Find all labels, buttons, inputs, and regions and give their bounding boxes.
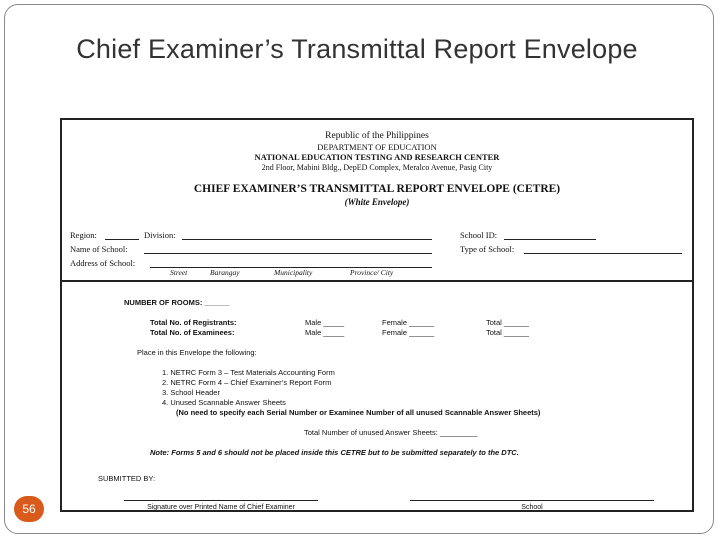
- signature-caption-right: School: [521, 504, 543, 511]
- header-republic: Republic of the Philippines: [325, 131, 429, 141]
- header-center: NATIONAL EDUCATION TESTING AND RESEARCH CENTER: [254, 152, 500, 162]
- number-of-rooms: NUMBER OF ROOMS: ______: [124, 298, 230, 307]
- address-municipality: Municipality: [274, 268, 313, 277]
- slide-number-badge: 56: [14, 496, 44, 522]
- address-barangay: Barangay: [210, 268, 240, 277]
- form-subtitle: (White Envelope): [344, 197, 410, 207]
- section-divider: [62, 280, 692, 282]
- submitted-by: SUBMITTED BY:: [98, 474, 156, 483]
- contents-item-3: 3. School Header: [162, 388, 220, 397]
- name-of-school-label: Name of School:: [70, 244, 128, 254]
- slide-title: Chief Examiner’s Transmittal Report Envelope: [76, 34, 638, 64]
- contents-item-4: 4. Unused Scannable Answer Sheets: [162, 398, 286, 407]
- division-label: Division:: [144, 230, 176, 240]
- registrants-female: Female ______: [382, 318, 435, 327]
- address-province: Province/ City: [350, 268, 394, 277]
- header-address: 2nd Floor, Mabini Bldg., DepED Complex, Meralco Avenue, Pasig City: [261, 163, 493, 172]
- contents-item-4-note: (No need to specify each Serial Number or Examinee Number of all unused Scannable Answer Sheets): [176, 408, 541, 417]
- name-of-school-line: [144, 253, 432, 254]
- signature-caption-left: Signature over Printed Name of Chief Examiner: [147, 504, 295, 511]
- division-line: [182, 239, 432, 240]
- contents-intro: Place in this Envelope the following:: [137, 348, 257, 357]
- registrants-label: Total No. of Registrants:: [150, 318, 237, 327]
- address-street: Street: [170, 268, 188, 277]
- examinees-male: Male _____: [305, 328, 345, 337]
- region-line: [105, 239, 139, 240]
- header-department: DEPARTMENT OF EDUCATION: [317, 142, 437, 152]
- examinees-female: Female ______: [382, 328, 435, 337]
- address-label: Address of School:: [70, 258, 136, 268]
- form-title: CHIEF EXAMINER’S TRANSMITTAL REPORT ENVELOPE (CETRE): [193, 183, 561, 195]
- signature-line-right: [410, 500, 654, 501]
- type-of-school-line: [524, 253, 682, 254]
- cetre-form-document: [60, 118, 694, 512]
- registrants-male: Male _____: [305, 318, 345, 327]
- registrants-total: Total ______: [486, 318, 529, 327]
- region-label: Region:: [70, 230, 97, 240]
- school-id-label: School ID:: [460, 230, 498, 240]
- forms-note: Note: Forms 5 and 6 should not be placed inside this CETRE but to be submitted separately to the DTC.: [150, 448, 519, 457]
- examinees-label: Total No. of Examinees:: [150, 328, 235, 337]
- type-of-school-label: Type of School:: [460, 244, 515, 254]
- school-id-line: [504, 239, 596, 240]
- contents-item-2: 2. NETRC Form 4 – Chief Examiner’s Report Form: [162, 378, 332, 387]
- contents-item-1: 1. NETRC Form 3 – Test Materials Accounting Form: [162, 368, 335, 377]
- examinees-total: Total ______: [486, 328, 529, 337]
- unused-total: Total Number of unused Answer Sheets: _________: [304, 428, 478, 437]
- signature-line-left: [124, 500, 318, 501]
